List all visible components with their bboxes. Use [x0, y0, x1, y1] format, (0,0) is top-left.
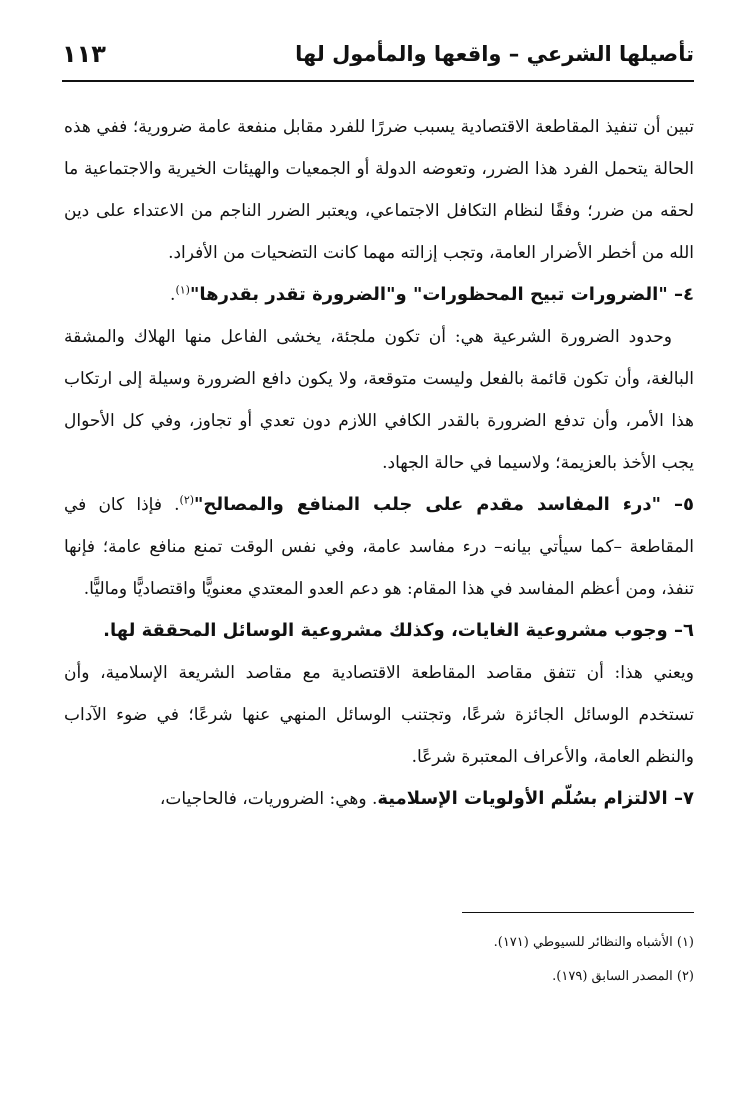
paragraph-necessity-limits: وحدود الضرورة الشرعية هي: أن تكون ملجئة، يخشى الفاعل منها الهلاك والمشقة البالغة، وأن تكون قائمة بالفعل وليست متوقعة، ولا يكون دافع الضرورة وسيلة إلى ارتكاب هذا الأمر، وأن تدفع الضرورة بالقدر الكافي اللازم دون تعدي أو تجاوز، وفي كل الأحوال يجب الأخذ بالعزيمة؛ ولاسيما في حالة الجهاد.	[64, 327, 694, 473]
paragraph-means-legitimacy: ويعني هذا: أن تتفق مقاصد المقاطعة الاقتصادية مع مقاصد الشريعة الإسلامية، وأن تستخدم الوسائل الجائزة شرعًا، وتجتنب الوسائل المنهي عنها شرعًا؛ في ضوء الآداب والنظم العامة، والأعراف المعتبرة شرعًا.	[64, 663, 694, 767]
running-title: تأصيلها الشرعي – واقعها والمأمول لها	[295, 42, 694, 66]
footnotes	[64, 926, 694, 994]
rule-7-line	[64, 778, 694, 820]
rule-5-paragraph	[64, 484, 694, 610]
rule-7-heading: ٧– الالتزام بسُلّم الأولويات الإسلامية	[377, 788, 694, 809]
rule-4-line	[64, 274, 694, 316]
rule-5-text: . فإذا كان في المقاطعة –كما سيأتي بيانه– درء مفاسد عامة، وفي نفس الوقت تمنع منافع عامة؛ فإنها تنفذ، ومن أعظم المفاسد في هذا المقام: هو دعم العدو المعتدي معنويًّا واقتصاديًّا وماليًّا.	[64, 495, 694, 599]
footnote-ref-2: (٢)	[179, 493, 195, 507]
rule-5-heading: ٥– "درء المفاسد مقدم على جلب المنافع والمصالح"	[194, 494, 694, 515]
rule-7-text: . وهي: الضروريات، فالحاجيات،	[159, 789, 378, 809]
header-rule	[62, 80, 694, 82]
footnote-1: (١) الأشباه والنظائر للسيوطي (١٧١).	[493, 935, 694, 950]
rule-6-line	[64, 610, 694, 652]
rule-4-heading: ٤– "الضرورات تبيح المحظورات" و"الضرورة تقدر بقدرها"	[189, 284, 694, 305]
page-number: ١١٣	[62, 40, 106, 68]
main-text	[64, 106, 694, 820]
paragraph-intro: تبين أن تنفيذ المقاطعة الاقتصادية يسبب ضررًا للفرد مقابل منفعة عامة ضرورية؛ ففي هذه الحالة يتحمل الفرد هذا الضرر، وتعوضه الدولة أو الجمعيات والهيئات الخيرية والاجتماعية ما لحقه من ضرر؛ وفقًا لنظام التكافل الاجتماعي، ويعتبر الضرر الناجم من الاعتداء على دين الله من أخطر الأضرار العامة، وتجب إزالته مهما كانت التضحيات من الأفراد.	[64, 117, 694, 263]
footnote-2: (٢) المصدر السابق (١٧٩).	[552, 969, 694, 984]
rule-6-heading: ٦– وجوب مشروعية الغايات، وكذلك مشروعية الوسائل المحققة لها.	[103, 620, 694, 641]
footnote-rule	[462, 912, 694, 913]
page-header	[62, 34, 694, 78]
rule-4-period: .	[170, 285, 176, 305]
footnote-ref-1: (١)	[175, 283, 190, 297]
